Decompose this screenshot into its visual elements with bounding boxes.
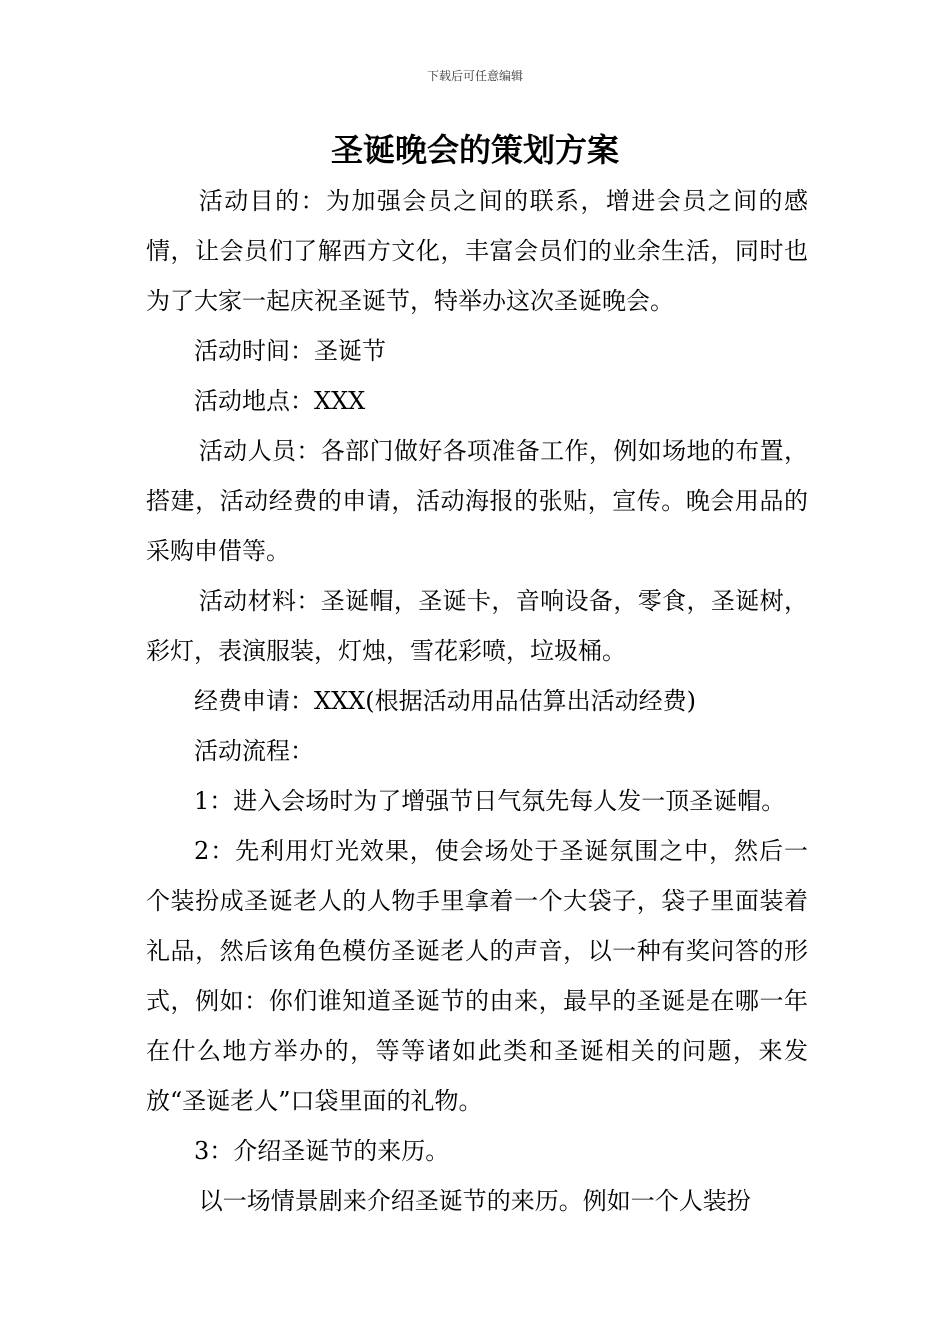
paragraph-step-3: 3：介绍圣诞节的来历。 — [194, 1137, 450, 1165]
paragraph-time: 活动时间：圣诞节 — [194, 337, 386, 365]
paragraph-personnel: 活动人员：各部门做好各项准备工作，例如场地的布置，搭建，活动经费的申请，活动海报的张贴，宣传。晚会用品的采购申借等。 — [146, 437, 808, 565]
paragraph-step-3-detail: 以一场情景剧来介绍圣诞节的来历。例如一个人装扮 — [198, 1187, 751, 1215]
header-note: 下载后可任意编辑 — [426, 69, 523, 83]
paragraph-location: 活动地点：XXX — [194, 387, 366, 415]
document-body — [146, 176, 808, 1226]
paragraph-step-1: 1：进入会场时为了增强节日气氛先每人发一顶圣诞帽。 — [194, 787, 786, 815]
paragraph-step-2: 2：先利用灯光效果，使会场处于圣诞氛围之中，然后一个装扮成圣诞老人的人物手里拿着一个大袋子，袋子里面装着礼品，然后该角色模仿圣诞老人的声音，以一种有奖问答的形式，例如：你们谁知道圣诞节的由来，最早的圣诞是在哪一年在什么地方举办的，等等诸如此类和圣诞相关的问题，来发放“圣诞老人”口袋里面的礼物。 — [146, 837, 808, 1115]
document-title: 圣诞晚会的策划方案 — [330, 131, 619, 169]
paragraph-budget: 经费申请：XXX(根据活动用品估算出活动经费) — [194, 687, 696, 715]
paragraph-purpose: 活动目的：为加强会员之间的联系，增进会员之间的感情，让会员们了解西方文化，丰富会员们的业余生活，同时也为了大家一起庆祝圣诞节，特举办这次圣诞晚会。 — [146, 187, 808, 315]
paragraph-materials: 活动材料：圣诞帽，圣诞卡，音响设备，零食，圣诞树，彩灯，表演服装，灯烛，雪花彩喷，垃圾桶。 — [146, 587, 808, 665]
paragraph-process-heading: 活动流程： — [194, 737, 314, 765]
